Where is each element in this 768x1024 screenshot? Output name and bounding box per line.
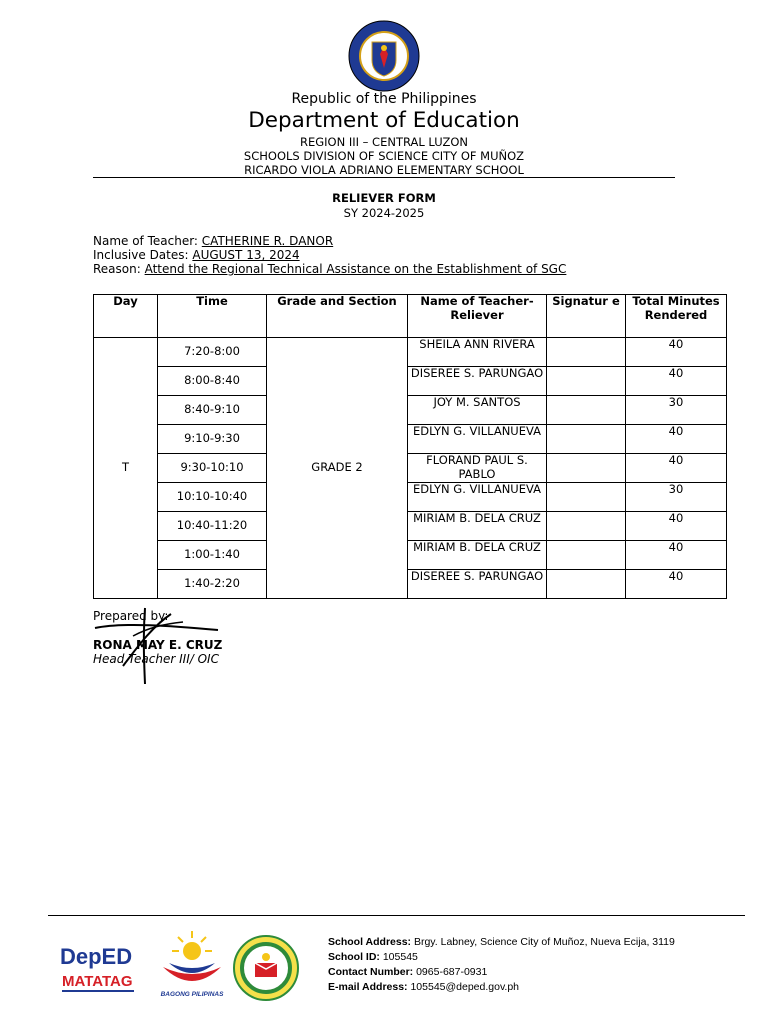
time-cell: 1:00-1:40 xyxy=(158,541,267,570)
reliever-cell: MIRIAM B. DELA CRUZ xyxy=(408,512,547,541)
contact-label: Contact Number: xyxy=(328,966,417,978)
grade-section-cell: GRADE 2 xyxy=(267,338,408,599)
time-cell: 10:40-11:20 xyxy=(158,512,267,541)
footer-contact xyxy=(328,966,487,978)
reason-line xyxy=(93,262,566,276)
table-row xyxy=(94,541,727,570)
minutes-cell: 40 xyxy=(626,425,727,454)
email-value: 105545@deped.gov.ph xyxy=(410,981,520,993)
dates-value: AUGUST 13, 2024 xyxy=(192,248,300,262)
address-value: Brgy. Labney, Science City of Muñoz, Nueva Ecija, 3119 xyxy=(413,936,675,948)
reliever-cell: DISEREE S. PARUNGAO xyxy=(408,570,547,599)
inclusive-dates-line xyxy=(93,248,300,262)
department-heading: Department of Education xyxy=(248,108,520,133)
signatory-position: Head Teacher III/ OIC xyxy=(93,652,219,666)
table-row xyxy=(94,338,727,367)
time-cell: 1:40-2:20 xyxy=(158,570,267,599)
teacher-label: Name of Teacher: xyxy=(93,234,202,248)
bagong-pilipinas-logo xyxy=(155,925,229,999)
table-row xyxy=(94,396,727,425)
reliever-cell: JOY M. SANTOS xyxy=(408,396,547,425)
logo-deped-text: DepED xyxy=(60,944,133,969)
minutes-cell: 40 xyxy=(626,541,727,570)
deped-seal-logo xyxy=(348,20,420,92)
email-label: E-mail Address: xyxy=(328,981,411,993)
minutes-cell: 40 xyxy=(626,570,727,599)
minutes-cell: 40 xyxy=(626,367,727,396)
table-row xyxy=(94,483,727,512)
header-divider xyxy=(93,177,675,178)
signature-cell xyxy=(547,454,626,483)
teacher-value: CATHERINE R. DANOR xyxy=(201,234,334,248)
header-minutes: Total Minutes Rendered xyxy=(626,295,727,338)
form-title: RELIEVER FORM xyxy=(332,191,436,205)
teacher-name-line xyxy=(93,234,333,248)
contact-value: 0965-687-0931 xyxy=(416,966,488,978)
region-line: REGION III – CENTRAL LUZON xyxy=(299,135,469,149)
time-cell: 8:40-9:10 xyxy=(158,396,267,425)
minutes-cell: 30 xyxy=(626,396,727,425)
logo-matatag-text: MATATAG xyxy=(62,973,133,990)
minutes-cell: 30 xyxy=(626,483,727,512)
header-day: Day xyxy=(94,295,158,338)
footer-address xyxy=(328,936,675,948)
table-row xyxy=(94,570,727,599)
reliever-cell: EDLYN G. VILLANUEVA xyxy=(408,483,547,512)
reliever-cell: FLORAND PAUL S. PABLO xyxy=(408,454,547,483)
time-cell: 8:00-8:40 xyxy=(158,367,267,396)
dates-label: Inclusive Dates: xyxy=(93,248,193,262)
signature-cell xyxy=(547,541,626,570)
minutes-cell: 40 xyxy=(626,338,727,367)
minutes-cell: 40 xyxy=(626,512,727,541)
division-line: SCHOOLS DIVISION OF SCIENCE CITY OF MUÑOZ xyxy=(243,149,525,163)
republic-heading: Republic of the Philippines xyxy=(291,91,477,107)
signature-cell xyxy=(547,483,626,512)
signature-cell xyxy=(547,512,626,541)
day-cell: T xyxy=(94,338,158,599)
reliever-cell: SHEILA ANN RIVERA xyxy=(408,338,547,367)
time-cell: 9:10-9:30 xyxy=(158,425,267,454)
address-label: School Address: xyxy=(328,936,414,948)
time-cell: 9:30-10:10 xyxy=(158,454,267,483)
deped-matatag-logo xyxy=(58,936,138,998)
signature-cell xyxy=(547,425,626,454)
table-row xyxy=(94,367,727,396)
reason-label: Reason: xyxy=(93,262,145,276)
footer-school-id xyxy=(328,951,418,963)
table-row xyxy=(94,425,727,454)
footer-divider xyxy=(48,915,745,916)
signature-cell xyxy=(547,396,626,425)
signature-cell xyxy=(547,570,626,599)
header-grade-section: Grade and Section xyxy=(267,295,408,338)
school-year: SY 2024-2025 xyxy=(343,206,425,220)
reason-value: Attend the Regional Technical Assistance on the Establishment of SGC xyxy=(144,262,567,276)
time-cell: 7:20-8:00 xyxy=(158,338,267,367)
table-header-row xyxy=(94,295,727,338)
reliever-schedule-table xyxy=(93,294,727,599)
reliever-cell: EDLYN G. VILLANUEVA xyxy=(408,425,547,454)
logo-bagong-text: BAGONG PILIPINAS xyxy=(160,991,224,998)
time-cell: 10:10-10:40 xyxy=(158,483,267,512)
table-row xyxy=(94,512,727,541)
reliever-cell: MIRIAM B. DELA CRUZ xyxy=(408,541,547,570)
prepared-by-label: Prepared by: xyxy=(93,609,169,623)
reliever-cell: DISEREE S. PARUNGAO xyxy=(408,367,547,396)
table-row xyxy=(94,454,727,483)
school-id-value: 105545 xyxy=(382,951,418,963)
signature-cell xyxy=(547,338,626,367)
header-time: Time xyxy=(158,295,267,338)
signatory-name: RONA MAY E. CRUZ xyxy=(93,638,223,652)
footer-email xyxy=(328,981,519,993)
signature-cell xyxy=(547,367,626,396)
header-reliever: Name of Teacher-Reliever xyxy=(408,295,547,338)
school-seal-logo xyxy=(233,935,299,1001)
school-line: RICARDO VIOLA ADRIANO ELEMENTARY SCHOOL xyxy=(244,163,524,177)
school-id-label: School ID: xyxy=(328,951,383,963)
header-signature: Signatur e xyxy=(547,295,626,338)
minutes-cell: 40 xyxy=(626,454,727,483)
